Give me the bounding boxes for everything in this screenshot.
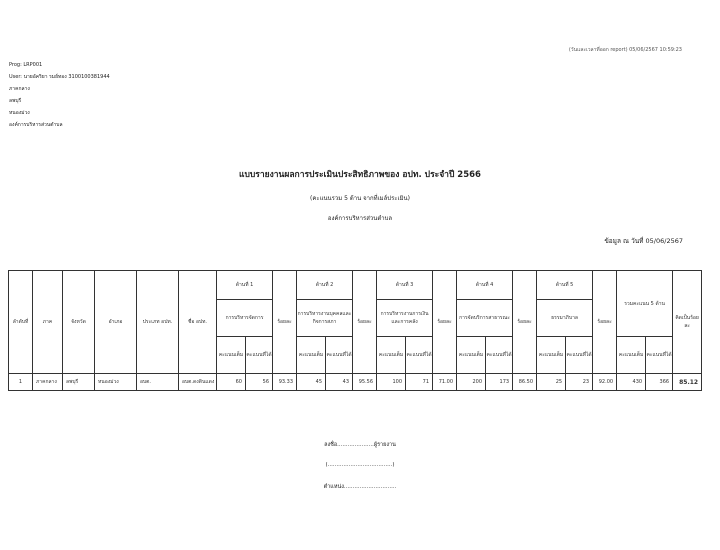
s5-got-header: คะแนนที่ได้ [566,337,593,374]
col-name-header: ชื่อ อปท. [179,271,217,374]
section-3-pct-header: ร้อยละ [433,271,457,374]
row-s5-got: 23 [566,374,593,391]
s1-full-header: คะแนนเต็ม [217,337,246,374]
section-1-pct-header: ร้อยละ [273,271,297,374]
s1-got-header: คะแนนที่ได้ [246,337,273,374]
row-s2-full: 45 [297,374,326,391]
row-name: อบต.ดงดินแดง [179,374,217,391]
district-line: หนองม่วง [9,110,30,116]
region-line: ภาคกลาง [9,86,30,92]
row-s4-full: 200 [457,374,486,391]
s2-full-header: คะแนนเต็ม [297,337,326,374]
row-s3-full: 100 [377,374,406,391]
col-region-header: ภาค [33,271,63,374]
sign-position-line: ตำแหน่ง.............................. [323,484,397,490]
s3-full-header: คะแนนเต็ม [377,337,406,374]
row-final-pct: 85.12 [673,374,702,391]
results-table-wrap [8,270,699,391]
section-1-subtitle: การบริหารจัดการ [217,300,273,337]
report-meta [9,59,110,131]
section-4-subtitle: การจัดบริการสาธารณะ [457,300,513,337]
sign-paren-line: (.....................................) [325,462,395,468]
section-1-title: ด้านที่ 1 [217,271,273,300]
row-district: หนองม่วง [95,374,137,391]
row-s1-full: 60 [217,374,246,391]
total-title: รวมคะแนน 5 ด้าน [617,271,673,337]
sign-name-line: ลงชื่อ.....................ผู้รายงาน [324,442,396,448]
section-2-pct-header: ร้อยละ [353,271,377,374]
col-type-header: ประเภท อปท. [137,271,179,374]
row-s5-pct: 92.00 [593,374,617,391]
col-province-header: จังหวัด [63,271,95,374]
section-3-title: ด้านที่ 3 [377,271,433,300]
results-table [8,270,702,391]
section-2-title: ด้านที่ 2 [297,271,353,300]
prog-code: Prog: LRP001 [9,62,43,68]
row-total-full: 430 [617,374,646,391]
table-row [9,374,702,391]
row-total-got: 366 [646,374,673,391]
col-seq-header: ลำดับที่ [9,271,33,374]
report-org: องค์การบริหารส่วนตำบล [327,215,393,222]
section-2-subtitle: การบริหารงานบุคคลและกิจการสภา [297,300,353,337]
section-3-subtitle: การบริหารงานการเงินและการคลัง [377,300,433,337]
section-4-pct-header: ร้อยละ [513,271,537,374]
header-row-sections [9,271,702,300]
row-s1-got: 56 [246,374,273,391]
s3-got-header: คะแนนที่ได้ [406,337,433,374]
s5-full-header: คะแนนเต็ม [537,337,566,374]
row-s4-pct: 86.50 [513,374,537,391]
total-got-header: คะแนนที่ได้ [646,337,673,374]
row-s1-pct: 93.33 [273,374,297,391]
row-s2-got: 43 [326,374,353,391]
row-s5-full: 25 [537,374,566,391]
section-5-subtitle: ธรรมาภิบาล [537,300,593,337]
row-s3-got: 71 [406,374,433,391]
org-type-line: องค์การบริหารส่วนตำบล [9,122,63,128]
row-s2-pct: 95.56 [353,374,377,391]
final-pct-header: คิดเป็นร้อยละ [673,271,702,374]
row-type: อบต. [137,374,179,391]
s4-full-header: คะแนนเต็ม [457,337,486,374]
row-province: ลพบุรี [63,374,95,391]
s4-got-header: คะแนนที่ได้ [486,337,513,374]
report-title: แบบรายงานผลการประเมินประสิทธิภาพของ อปท. ประจำปี 2566 [239,170,481,180]
section-5-pct-header: ร้อยละ [593,271,617,374]
col-district-header: อำเภอ [95,271,137,374]
data-date: ข้อมูล ณ วันที่ 05/06/2567 [604,237,683,245]
total-full-header: คะแนนเต็ม [617,337,646,374]
section-5-title: ด้านที่ 5 [537,271,593,300]
province-line: ลพบุรี [9,98,22,104]
section-4-title: ด้านที่ 4 [457,271,513,300]
row-region: ภาคกลาง [33,374,63,391]
row-s3-pct: 71.00 [433,374,457,391]
user-line: User: นายอัคริยา รมย์ทอง 3100100381944 [9,74,110,80]
row-s4-got: 173 [486,374,513,391]
report-subtitle: (คะแนนรวม 5 ด้าน จากที่เมล์ประเมิน) [310,195,410,202]
s2-got-header: คะแนนที่ได้ [326,337,353,374]
row-seq: 1 [9,374,33,391]
report-timestamp: (วันและเวลาที่ออก report) 05/06/2567 10:59:23 [568,47,682,53]
